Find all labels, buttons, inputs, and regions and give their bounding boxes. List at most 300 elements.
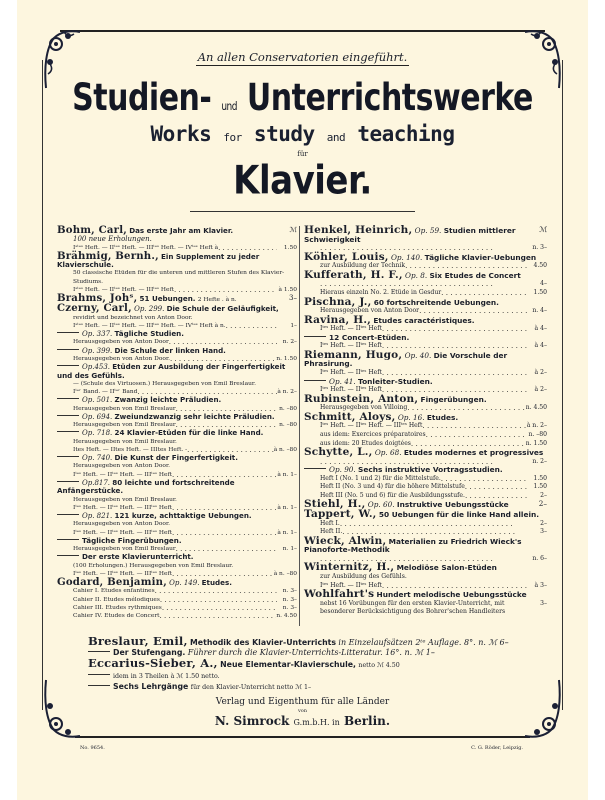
entry-line-text: aus idem: 20 Etudes doigtées [320,439,411,447]
catalog-entry [57,347,297,364]
motto [0,50,605,64]
subtitle-works: Works [150,122,212,146]
catalog-entry [57,454,297,479]
price: n. 4.50 [525,404,547,412]
price: 3– [540,528,547,536]
entry-line-text: Herausgegeben von Emil Breslaur. [73,496,177,503]
ditto-dash [57,456,79,457]
price: 1.50 [283,244,297,251]
work-title: 80 leichte und fortschreitende Anfängerstücke. [57,477,235,496]
price: 4.50 [533,262,547,270]
price: n. 2– [282,339,297,346]
opus-number: Op. 40. [404,350,432,360]
entry-line-text: Iᵗᵉˢ Heft. — IIᵗᵉˢ Heft [320,581,382,589]
work-details: in Einzelaufsätzen 2ᵗᵉ Auflage. 8°. n. ℳ 6– [338,638,509,647]
entry-line-text: Iᵗᵉˢ Heft. — IIᵗᵉˢ Heft. — IIIᵗᵉˢ Heft [73,471,172,478]
dot-leader [226,322,277,330]
entry-line [57,438,297,446]
entry-heading [304,295,547,308]
subtitle-teaching: teaching [357,122,455,146]
catalog-entry [304,466,547,500]
ditto-dash [57,349,79,350]
entry-heading [304,563,547,573]
catalog-entry [57,537,297,554]
entry-line-text: zur Ausbildung des Gefühls. [320,572,407,580]
catalog-entry [304,226,547,253]
bottom-line-4 [88,671,528,682]
plate-number: No. 9654. [80,745,105,751]
catalog-entry [57,304,297,330]
price: 3– [540,599,547,607]
price: à n. 2– [526,422,547,430]
entry-line [304,475,547,484]
work-title: Tägliche Klavier-Uebungen [424,252,537,262]
composer-name: Bohm, Carl, [57,224,127,236]
work-details: für den Klavier-Unterricht netto ℳ 1– [190,684,312,691]
title-line-2 [0,122,605,146]
catalog-entry [57,479,297,512]
entry-line-text: Herausgegeben von Anton Door. [73,521,170,528]
work-title: Etudes. [201,578,232,588]
entry-line [57,462,297,470]
entry-line-text: Iᵗᵉˢ Heft. — IIᵗᵉˢ Heft [320,386,382,394]
entry-line-text: Iᵗᵉˢ Heft. — IIᵗᵉˢ Heft. — IIIᵗᵉˢ Heft [73,529,172,536]
work-title: Etüden zur Ausbildung der Fingerfertigkeit und des Gefühls. [57,362,286,380]
work-title: Hundert melodische Uebungsstücke [376,590,527,600]
imprint-publisher [0,714,605,728]
entry-line [304,520,547,529]
title-und: und [221,101,237,114]
fuer: für [297,150,308,158]
entry-heading [57,454,297,462]
price: 2– [538,499,547,509]
entry-heading [304,590,547,600]
work-title: Die Vorschule der Phrasirung. [304,350,508,369]
title-line-1 [0,76,605,120]
ditto-dash [57,398,79,399]
price: n. –80 [528,430,547,438]
price: n. 3– [282,604,297,611]
work-title: 121 kurze, achttaktige Uebungen. [114,511,252,521]
composer-name: Czerny, Carl, [57,302,132,315]
subtitle-for: for [223,131,242,144]
entry-heading [57,512,297,520]
catalog-entry [304,313,547,334]
ditto-dash [57,539,79,540]
dot-leader [419,307,527,316]
entry-line-text: — (Schule des Virtuosen.) Herausgegeben von Emil Breslaur. [73,380,256,387]
entry-line-text: Heft I. [320,519,340,527]
entry-line-text: zur Ausbildung der Technik [320,262,406,270]
price: n. 3– [532,244,547,252]
price: à n. 1– [277,504,297,511]
dot-leader [340,520,527,529]
catalog-entry [57,396,297,413]
ditto-dash [57,365,79,366]
entry-line [304,600,547,617]
ditto-dash [57,481,79,482]
catalog-entry [57,413,297,430]
work-title: Neue Elementar-Klavierschule, [220,660,356,669]
opus-number: Op. 149. [169,579,200,588]
entry-heading [304,510,547,520]
opus-number: Op. 694. [82,412,113,421]
entry-line-text: Iˢᵗᵉˢ Heft. — IIᵗᵉˢ Heft. — IIIᵗᵉˢ Heft [73,286,174,293]
price: n. –80 [279,405,297,412]
ditto-dash [57,415,79,416]
entry-heading [57,330,297,338]
ditto-dash [88,651,110,652]
price: à 4– [534,342,547,350]
entry-line-text: Heft III (No. 5 und 6) für die Ausbildungsstufe. [320,491,465,499]
price: 1– [290,322,297,329]
entry-heading [304,334,547,343]
entry-line-text: Cahier I. Etudes enfantines [73,588,155,595]
entry-line [57,314,297,322]
entry-heading [304,448,547,458]
price: n. 1.50 [276,355,297,362]
catalog-entry [304,410,547,448]
dot-leader [172,570,274,578]
entry-heading [57,429,297,437]
work-title: Der erste Klavierunterricht. [82,552,194,562]
dot-leader [426,431,527,440]
entry-line-text: Iᵗᵉˢ Heft. — IIᵗᵉˢ Heft. — IIIᵗᵉˢ Heft [320,422,423,430]
catalog-bottom [88,636,528,693]
dot-leader [411,440,526,449]
work-title: 12 Concert-Etüden. [329,332,410,342]
entry-line-text: 100 neue Erholungen. [73,235,152,244]
entry-line [304,483,547,492]
composer-name: Godard, Benjamin, [57,576,167,589]
dot-leader [160,612,277,620]
catalog-entry [304,510,547,537]
entry-heading [57,249,297,270]
catalog-entry [57,226,297,252]
entry-line-text: Iˢᵗᵉˢ Heft. — IIᵗᵉˢ Heft. — IIIᵗᵉˢ Heft. — IVᵗᵉˢ Heft à n. [73,322,226,329]
instrument-title: Klavier. [233,158,372,204]
opus-number: Op. 60. [367,500,395,510]
dot-leader [441,475,527,484]
work-title: Die Kunst der Fingerfertigkeit. [114,453,238,463]
composer-name: Brähmig, Bernh., [57,249,159,262]
price: 3– [289,294,297,303]
work-title: Ein Supplement zu jeder Klavierschule. [57,251,260,270]
ditto-dash [88,674,110,675]
entry-line [304,280,547,289]
opus-number: Op. 740. [82,454,113,463]
entry-heading [304,378,547,387]
entry-heading [304,226,547,244]
ditto-dash [57,431,79,432]
title-unterrichtswerke: Unterrichtswerke [246,76,533,120]
frame-top-rule [60,30,545,32]
entry-line [57,235,297,243]
opus-number: Op. 299. [134,305,165,314]
dot-leader [465,483,527,492]
catalog-entry [57,429,297,454]
price: n. 1.50 [525,439,547,447]
title-rule [190,211,415,212]
work-title: Sechs Lehrgänge [113,682,189,691]
printer-credit: C. G. Röder, Leipzig. [471,745,523,751]
entry-heading [57,363,297,380]
dot-leader [218,244,277,252]
entry-line [304,422,547,431]
ditto-dash [57,555,79,556]
price: à n. –80 [273,570,297,577]
entry-line-text: Iˢᵗᵉˢ Heft. — IIᵗᵉˢ Heft. — IIIᵗᵉˢ Heft. — IVᵗᵉˢ Heft à [73,244,219,251]
price: à 2– [534,369,547,376]
entry-line-text: Cahier II. Etudes mélodiques [73,596,160,603]
opus-number: Op. 16. [397,412,425,422]
motto-text: An allen Conservatorien eingeführt. [197,50,408,64]
composer-name: Henkel, Heinrich, [304,224,413,236]
dot-leader [422,422,526,431]
opus-number: Op. 821. [82,512,113,521]
catalog-entry [304,590,547,617]
work-title: Etudes modernes et progressives [403,448,544,458]
work-title: Sechs instruktive Vortragsstudien. [358,465,503,475]
entry-heading [304,313,547,326]
subtitle-study: study [253,122,315,146]
entry-heading [57,396,297,404]
price: 1.50 [533,474,547,482]
catalog-left-column [57,226,297,620]
entry-line-text: Cahier III. Etudes rythmiques [73,604,162,611]
subtitle-and: and [326,131,346,144]
entry-line [57,496,297,504]
work-title: Six Etudes de Concert [429,270,521,280]
catalog-entry [304,448,547,466]
price: ℳ [289,226,297,234]
entry-line [57,612,297,620]
title-studien: Studien- [72,76,212,120]
catalog-right-column [304,226,547,617]
ditto-dash [304,468,326,469]
catalog-entry [57,578,297,620]
entry-line-text: Herausgegeben von Villoing [320,404,408,412]
catalog-entry [57,249,297,294]
entry-line-text: Herausgegeben von Emil Breslaur [73,422,176,429]
dot-leader [382,342,527,351]
composer-name: Pischna, J., [304,295,372,308]
work-title: Etudes caractéristiques. [373,315,475,325]
entry-heading [57,537,297,545]
entry-line-text: 50 classische Etüden für die unteren und mittleren Stufen des Klavier-Studiums. [73,270,285,285]
entry-heading [57,479,297,496]
catalog-entry [57,330,297,347]
work-title: Tägliche Fingerübungen. [82,535,182,545]
catalog-entry [57,512,297,537]
work-title: Tonleiter-Studien. [358,376,433,386]
entry-heading [57,553,297,561]
work-title: Tägliche Studien. [114,329,184,339]
opus-number: Op. 399. [82,346,113,355]
price: n. 3– [282,588,297,595]
entry-heading [304,250,547,263]
work-title: Das erste Jahr am Klavier. [129,226,234,235]
work-title: Fingerübungen. [420,394,487,404]
ditto-dash [57,332,79,333]
composer-name: Riemann, Hugo, [304,348,403,361]
dot-leader [382,582,527,591]
entry-line-text: Herausgegeben von Emil Breslaur. [73,438,177,445]
imprint-von: von [297,708,308,714]
catalog-entry [304,563,547,590]
work-title: 24 Klavier-Etüden für die linke Hand. [114,428,264,438]
opus-number: Op. 59. [414,226,442,235]
publisher-name: N. Simrock [214,714,290,728]
dot-leader [160,596,277,604]
work-details: netto ℳ 4.50 [358,662,400,669]
column-divider [299,226,300,626]
opus-number: Op. 501. [82,396,113,405]
entry-line-text: Ites Heft. — IItes Heft. — IIItes Heft. - [73,446,188,453]
opus-number: Op.453. [82,363,111,372]
ditto-dash [304,336,326,337]
entry-line-text: Iᵗᵉˢ Heft. — IIᵗᵉˢ Heft. — IIIᵗᵉˢ Heft [73,570,172,577]
entry-line-text: Iᵗᵉˢ Heft. — IIᵗᵉˢ Heft [320,325,382,333]
entry-line-text: Cahier IV. Etudes de Concert [73,613,160,620]
entry-heading [304,392,547,405]
composer-name: Schytte, L., [304,446,373,459]
price: à n. 1– [277,471,297,478]
publisher-gmbh: G.m.b.H. in [293,718,340,727]
entry-heading [57,578,297,587]
price: n. 1– [282,546,297,553]
work-title: 50 Uebungen für die linke Hand allein. [378,510,540,519]
opus-number: Op. 140. [390,252,423,262]
entry-heading [304,410,547,423]
composer-name: Rubinstein, Anton, [304,392,419,405]
dot-leader [174,286,277,294]
catalog-entry [304,348,547,378]
opus-number: Op. 90. [329,465,356,475]
entry-line-text: Hieraus einzeln No. 2. Etüde in Gesdur [320,288,442,296]
entry-line [304,431,547,440]
entry-line-text: Herausgegeben von Anton Door [73,339,169,346]
catalog-entry [57,363,297,396]
composer-name: Breslaur, Emil, [88,634,188,648]
price: à n. –80 [273,446,297,453]
opus-number: Op. 337. [82,330,113,339]
composer-name: Eccarius-Sieber, A., [88,656,218,670]
entry-line-text: nebst 16 Vorübungen für den ersten Klavier-Unterricht, mit besonderer Berücksichtigung des Bohrer'schen Handleiters [320,599,506,616]
composer-name: Ravina, H., [304,313,372,326]
composer-name: Wohlfahrt's [304,588,375,601]
work-details: Führer durch die Klavier-Unterrichts-Litteratur. 16°. n. ℳ 1– [187,648,435,657]
composer-name: Kufferath, H. F., [304,268,403,281]
entry-line [57,587,297,595]
frame-bottom-rule [75,736,530,738]
work-title: Zweiundzwanzig sehr leichte Präludien. [114,411,275,421]
entry-line [57,269,297,286]
work-title: Die Schule der linken Hand. [114,345,226,355]
price: à 4– [534,325,547,333]
dot-leader [441,289,527,298]
entry-line-text: Herausgegeben von Emil Breslaur [73,546,176,553]
ditto-dash [304,380,326,381]
entry-line-text: Heft I (No. 1 und 2) für die Mittelstufe. [320,474,441,482]
price: n. 2– [532,457,547,465]
catalog-entry [304,268,547,298]
entry-line-text: Iᵗᵉˢ Heft. — IIᵗᵉˢ Heft [320,342,382,350]
bottom-line-1 [88,636,528,648]
opus-number: Op. 41. [329,376,356,386]
entry-line [57,604,297,612]
price: 1.50 [533,288,547,296]
opus-number: Op. 68. [374,448,402,458]
entry-line [57,380,297,388]
bottom-line-5 [88,682,528,693]
publisher-city: Berlin. [343,714,391,728]
entry-line-text: Iᵗᵉˢ Heft. — IIᵗᵉˢ Heft [320,369,382,376]
entry-heading [57,413,297,421]
opus-number: Op. 8. [405,270,428,280]
price: 1.50 [533,483,547,491]
entry-line [57,520,297,528]
composer-name: Tappert, W., [304,508,377,520]
work-title: Etudes. [426,412,459,422]
work-title: Die Schule der Geläufigkeit, [166,304,279,314]
entry-line-text: Herausgegeben von Emil Breslaur [73,405,176,412]
composer-name: Winternitz, H., [304,561,395,574]
dot-leader [162,604,277,612]
work-title: Methodik des Klavier-Unterrichts [190,638,337,647]
entry-line [57,562,297,570]
ditto-dash [88,685,110,686]
price: n. 3– [282,596,297,603]
imprint-verlag: Verlag und Eigenthum für alle Länder [215,697,390,707]
entry-line-text: Herausgegeben von Anton Door. [73,355,170,362]
price: à n. 2– [277,389,297,396]
price: à 2– [534,386,547,394]
entry-heading [304,268,547,281]
entry-heading [57,304,297,313]
composer-name: Wieck, Alwin, [304,534,387,547]
entry-heading [57,347,297,355]
catalog-entry [304,534,547,564]
work-title: 60 fortschreitende Uebungen. [373,297,499,307]
bottom-line-3 [88,658,528,671]
entry-line [57,596,297,604]
price: n. 4.50 [276,613,297,620]
entry-heading [304,534,547,555]
price: n. –80 [279,422,297,429]
price: n. 4– [532,307,547,315]
work-title: Studien mittlerer Schwierigkeit [304,226,516,244]
price: 2– [540,519,547,527]
work-title: Materialien zu Friedrich Wieck's Pianoforte-Methodik [304,536,522,555]
dot-leader [155,587,277,595]
price: à n. 1– [277,529,297,536]
work-title: Zwanzig leichte Präludien. [114,395,222,405]
price: ℳ [539,225,547,234]
dot-leader [172,529,277,537]
work-title: Melodiöse Salon-Etüden [396,563,497,573]
entry-heading [57,226,297,235]
catalog-entry [57,553,297,578]
work-title: 51 Uebungen. [139,294,196,304]
opus-number: Op. 718. [82,429,113,438]
entry-line-text: (100 Erholungen.) Herausgegeben von Emil Breslaur. [73,562,234,569]
dot-leader [407,404,525,413]
entry-heading [304,466,547,475]
entry-line-text: Iᵗᵉʳ Band. — IIᵗᵉʳ Band [73,389,138,396]
work-details: 2 Hefte . à n. [197,297,237,304]
price: 4– [540,280,547,288]
